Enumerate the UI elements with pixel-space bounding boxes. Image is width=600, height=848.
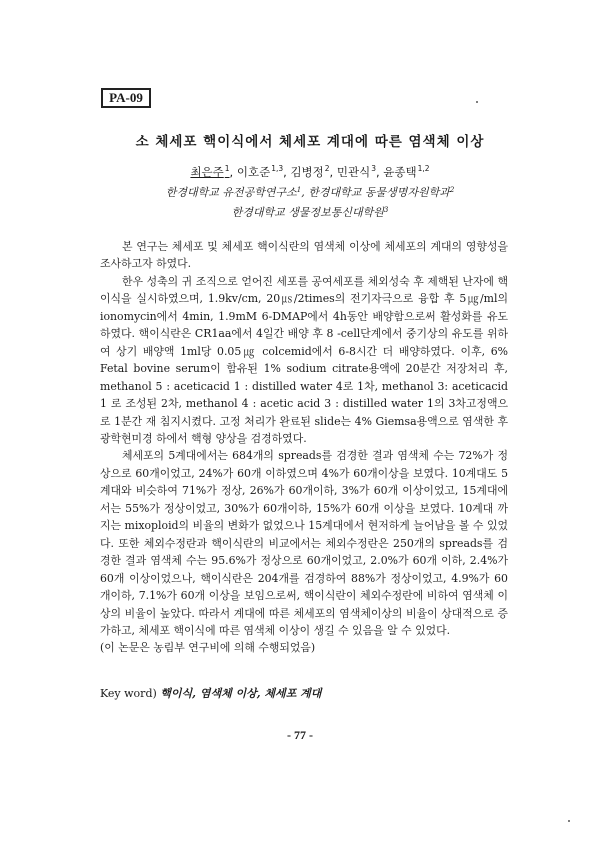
- paper-title: 소 체세포 핵이식에서 체세포 계대에 따른 염색체 이상: [135, 134, 485, 150]
- abstract-body: [100, 238, 508, 657]
- author-name-text: 김병정: [290, 165, 324, 179]
- author-name: [337, 165, 376, 179]
- author-name-text: 윤종택: [383, 165, 417, 179]
- author-affiliation-mark: 3: [371, 164, 376, 173]
- affiliation-line-1: 한경대학교 유전공학연구소$^1$, 한경대학교 동물생명자원학과$^2$: [165, 186, 455, 199]
- affiliation-mark: 3: [383, 206, 389, 214]
- affiliation-name: 한경대학교 생물정보통신대학원: [231, 206, 384, 219]
- keywords: 핵이식, 염색체 이상, 체세포 계대: [160, 687, 322, 700]
- affiliation-mark: 2: [449, 186, 455, 194]
- author-affiliation-mark: 2: [324, 164, 330, 173]
- author-list: 최은주$^1$, 이호준$^{1,3}$, 김병정$^2$, 민관식$^3$, 윤종택$^{1,2}$: [190, 164, 430, 179]
- author-name-text: 이호준: [236, 165, 271, 179]
- affiliation-mark: 1: [296, 186, 302, 194]
- author-affiliation-mark: 1: [224, 164, 230, 173]
- acknowledgment: (이 논문은 농림부 연구비에 의해 수행되었음): [100, 641, 316, 655]
- author-name: [237, 165, 283, 179]
- keyword-line: [100, 685, 321, 701]
- abstract-paragraph-3: 체세포의 5계대에서는 684개의 spreads를 검경한 결과 염색체 수는 72%가 정상으로 60개이었고, 24%가 60개 이하였으며 4%가 60개이상을 보였다. 10계대도 5계대와 비슷하여 71%가 정상, 26%가 60개이하, 3%가 60개 이상이었고, 15계대에서는 55%가 정상이었고, 30%가 60개이하, 15%가 60개 이상을 보였다. 10계대 까지는 mixoploid의 비율의 변화가 없었으나 15계대에서 현저하게 늘어남을 볼 수 있었다. 또한 체외수정란과 핵이식란의 비교에서는 체외수정란은 250개의 spreads를 검경한 결과 염색체 수는 95.6%가 정상으로 60개이었고, 2.0%가 60개 이하, 2.4%가 60개 이상이었으나, 핵이식란은 204개를 검경하여 88%가 정상이었고, 4.9%가 60개이하, 7.1%가 60개 이상을 보임으로써, 핵이식란이 체외수정란에 비하여 염색체 이상의 비율이 높았다. 따라서 계대에 따른 체세포의 염색체이상의 비율이 상대적으로 증가하고, 체세포 핵이식에 따른 염색체 이상이 생길 수 있음을 알 수 있었다.: [100, 449, 508, 637]
- abstract-code-box: PA-09: [101, 88, 151, 108]
- author-affiliation-mark: 1,3: [271, 164, 284, 173]
- scan-speck: [568, 820, 570, 822]
- author-name-text: 민관식: [336, 165, 371, 179]
- affiliation-name: 한경대학교 동물생명자원학과: [308, 186, 450, 199]
- author-affiliation-mark: 1,2: [417, 164, 430, 173]
- page-number: - 77 -: [287, 728, 313, 742]
- author-name: [383, 165, 429, 179]
- abstract-paragraph-1: 본 연구는 체세포 및 체세포 핵이식란의 염색체 이상에 체세포의 계대의 영향성을 조사하고자 하였다.: [100, 240, 508, 271]
- author-name-text: 최은주: [190, 165, 224, 179]
- author-name: [190, 165, 229, 179]
- affiliation-name: 한경대학교 유전공학연구소: [165, 186, 297, 199]
- abstract-paragraph-2: 한우 성축의 귀 조직으로 얻어진 세포를 공여세포를 체외성숙 후 제핵된 난자에 핵이식을 실시하였으며, 1.9kv/cm, 20㎲/2times의 전기자극으로 융합 후 5㎍/ml의 ionomycin에서 4min, 1.9mM 6-DMAP에서 4h동안 배양함으로써 활성화를 유도하였다. 핵이식란은 CR1aa에서 4일간 배양 후 8 -cell단계에서 중기상의 유도를 위하여 상기 배양액 1ml당 0.05㎍ colcemid에서 6-8시간 더 배양하였다. 이후, 6% Fetal bovine serum이 함유된 1% sodium citrate용액에 20분간 저장처리 후, methanol 5 : aceticacid 1 : distilled water 4로 1차, methanol 3: aceticacid 1 로 조성된 2차, methanol 4 : acetic acid 3 : distilled water 1의 3차고정액으로 1분간 재 침지시켰다. 고정 처리가 완료된 slide는 4% Giemsa용액으로 염색한 후 광학현미경 하에서 핵형 양상을 검경하였다.: [100, 274, 508, 445]
- author-name: [290, 165, 329, 179]
- keyword-label: Key word): [100, 687, 157, 700]
- affiliation-line-2: [60, 204, 560, 220]
- scan-speck: [476, 101, 478, 103]
